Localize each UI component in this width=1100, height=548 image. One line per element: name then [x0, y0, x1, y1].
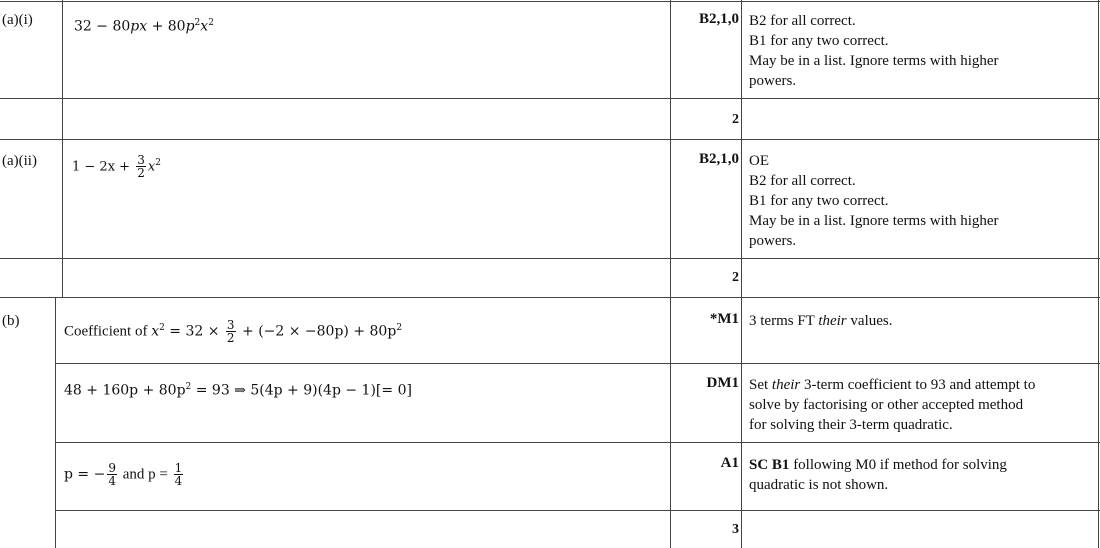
guidance-b3: SC B1 following M0 if method for solving quadratic is not shown. — [749, 457, 1007, 493]
row-divider — [0, 98, 1100, 99]
total-a2: 2 — [732, 270, 739, 285]
column-divider — [741, 0, 742, 548]
row-divider — [55, 442, 1100, 443]
guidance-a1: B2 for all correct. B1 for any two correct. May be in a list. Ignore terms with higher powers. — [749, 13, 999, 89]
guidance-a2: OE B2 for all correct. B1 for any two correct. May be in a list. Ignore terms with higher powers. — [749, 153, 999, 249]
question-label: (a)(i) — [2, 12, 33, 28]
row-divider — [55, 510, 1100, 511]
guidance-b2: Set their 3-term coefficient to 93 and attempt to solve by factorising or other accepted method for solving their 3-term quadratic. — [749, 377, 1036, 433]
row-divider — [0, 1, 1100, 2]
column-divider — [1098, 0, 1099, 548]
row-divider — [55, 363, 1100, 364]
marks-b2: DM1 — [706, 375, 739, 391]
answer-a1: $32 - 80px + 80p^2x^2$ — [74, 18, 214, 35]
answer-b-line2: $48 + 160p + 80p^2 = 93$ ⇒ 5(4p + 9)(4p − 1)[= 0] — [64, 382, 412, 399]
marks-b3: A1 — [720, 455, 739, 471]
answer-b-line3: p = − $\frac{9}{4}$ and p = $\frac{1}{4}$ — [64, 461, 183, 488]
column-divider — [62, 0, 63, 297]
column-divider — [55, 297, 56, 548]
answer-b-line1: Coefficient of $x^2 = 32$ × $\frac{3}{2}$ + $(-2 \times -80p) + 80p^2$ — [64, 318, 403, 346]
guidance-b1: 3 terms FT their values. — [749, 313, 893, 329]
marks-a2: B2,1,0 — [698, 151, 739, 167]
marks-a1: B2,1,0 — [698, 11, 739, 27]
question-label: (b) — [2, 313, 20, 329]
row-divider — [0, 258, 1100, 259]
total-b: 3 — [732, 522, 739, 537]
answer-a2: 1 − 2x + $\frac{3}{2}$ $x^2$ — [72, 153, 161, 181]
row-divider — [0, 139, 1100, 140]
total-a1: 2 — [732, 112, 739, 127]
marks-b1: *M1 — [709, 311, 739, 327]
row-divider — [0, 297, 1100, 298]
question-label: (a)(ii) — [2, 153, 37, 169]
